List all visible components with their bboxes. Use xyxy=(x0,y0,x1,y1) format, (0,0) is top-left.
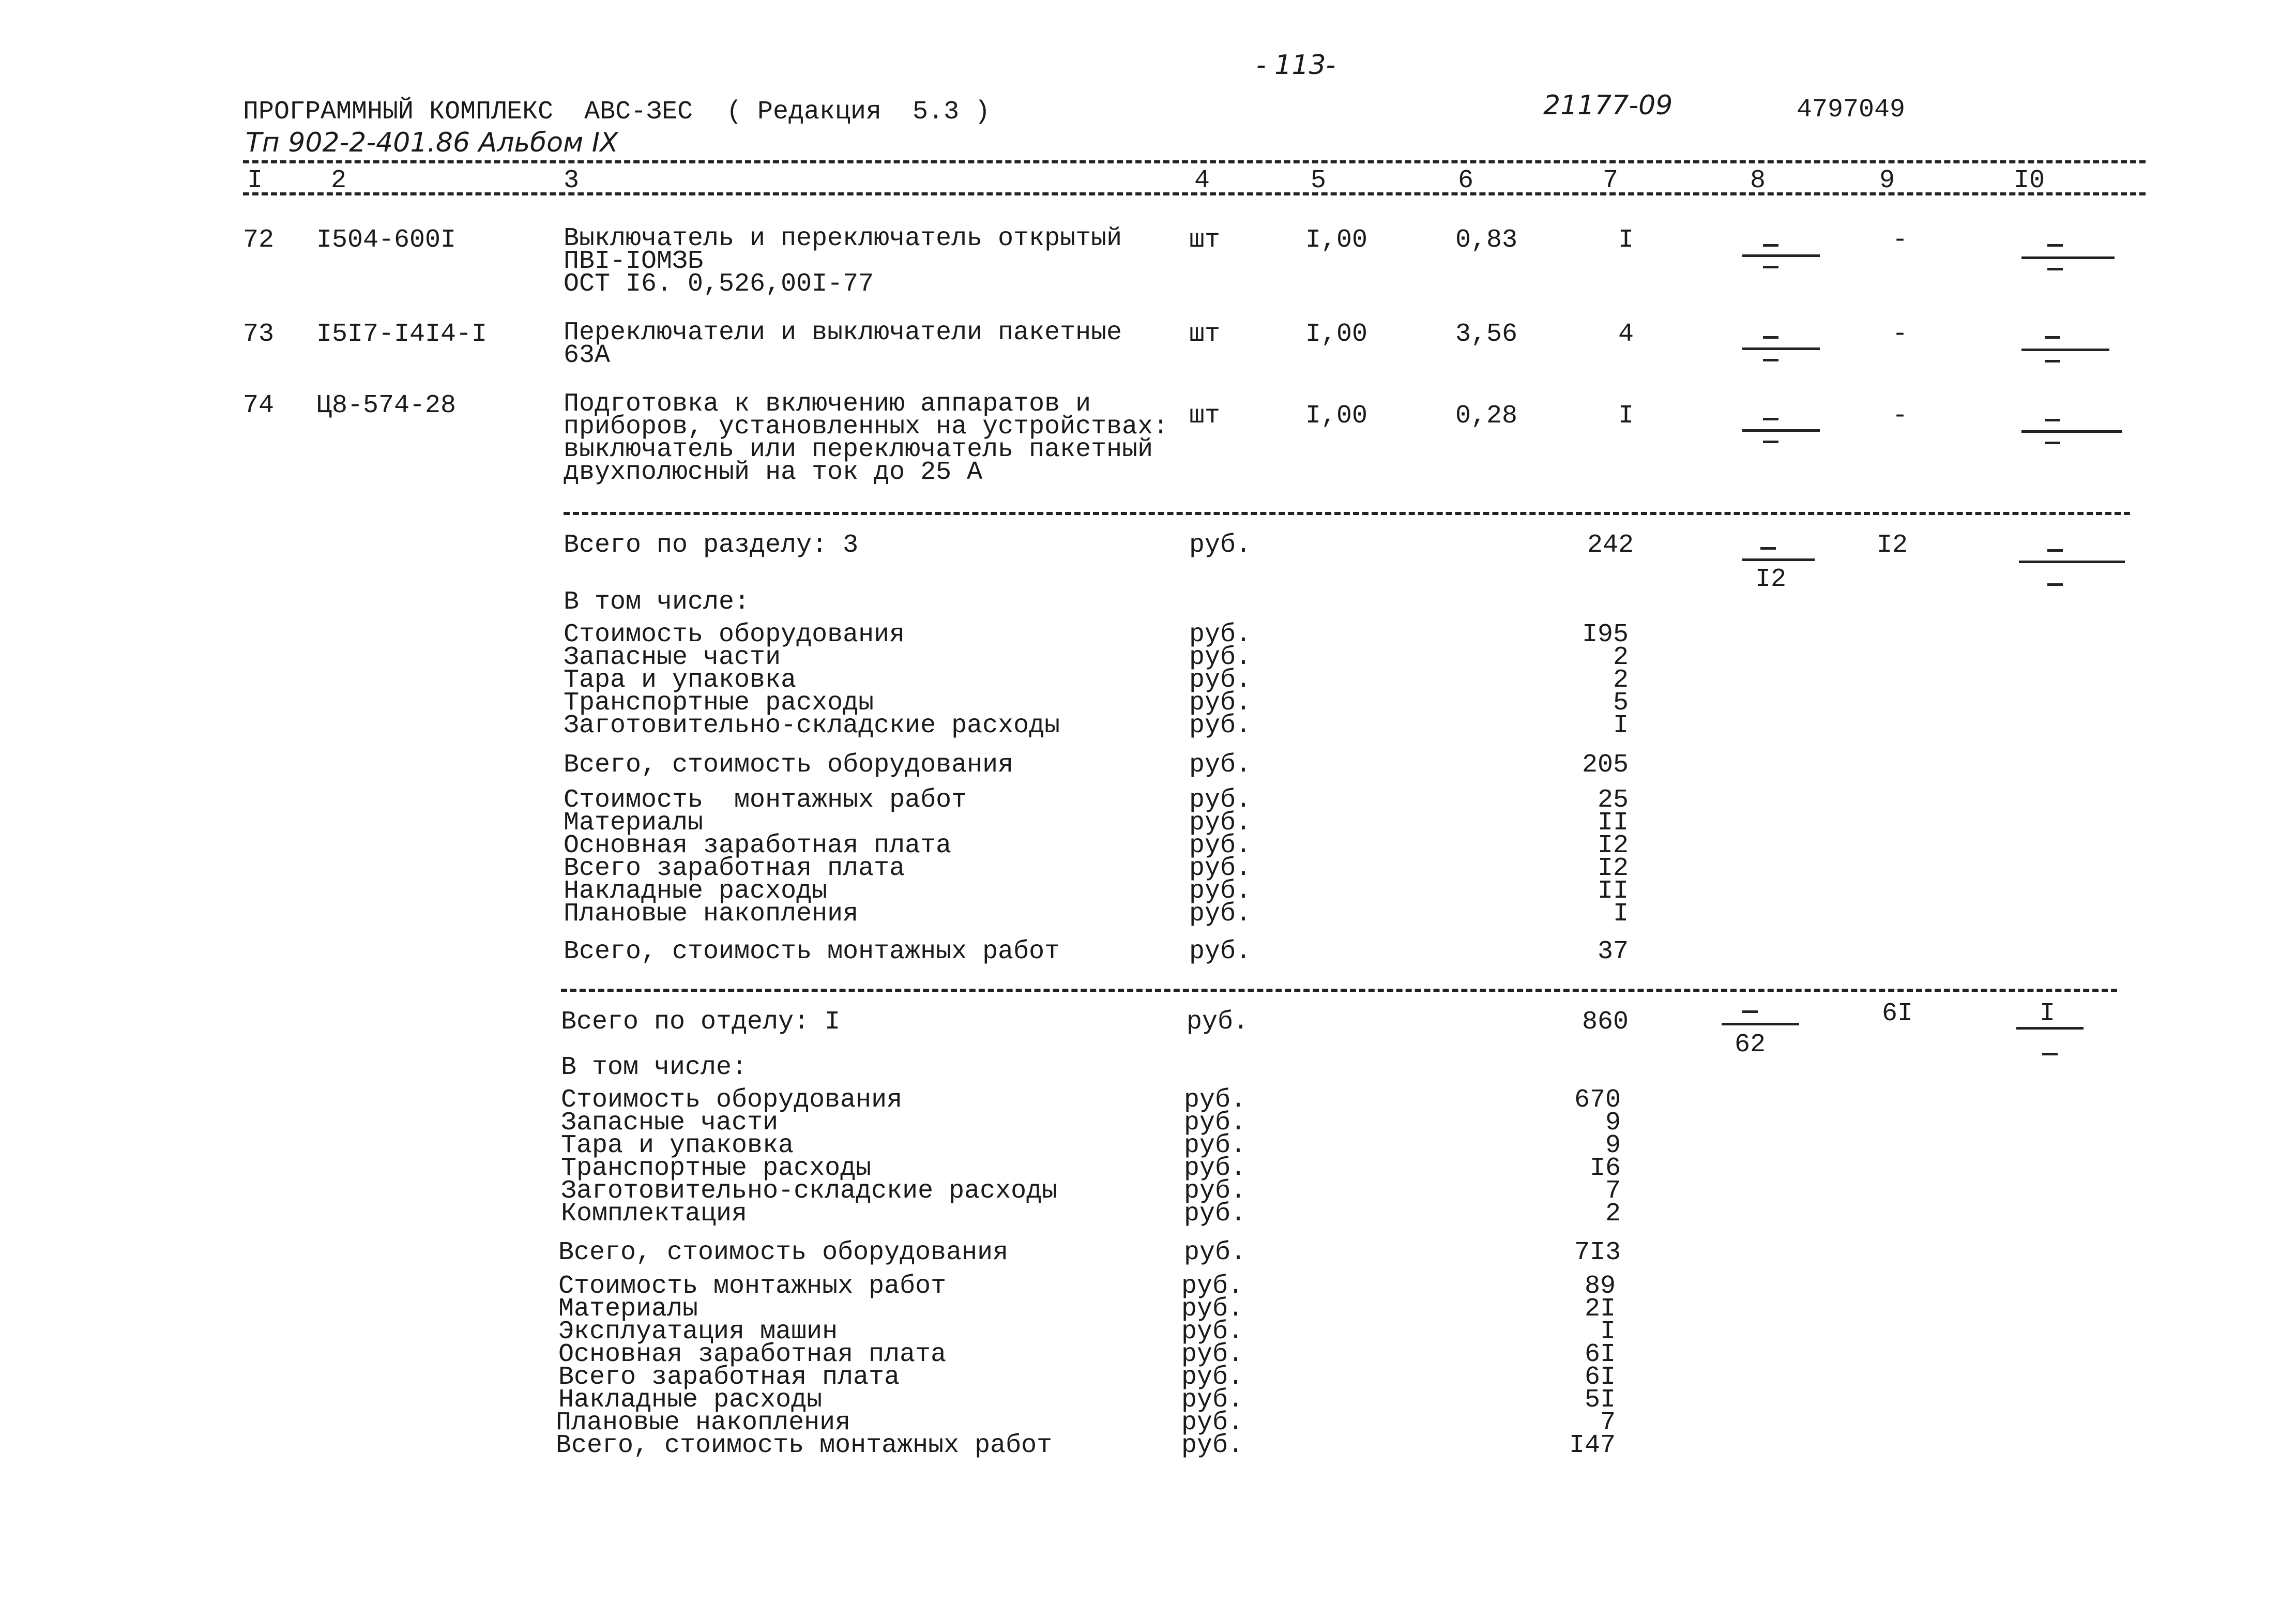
col10-dash-bottom xyxy=(2045,442,2060,444)
row-quantity: I,00 xyxy=(1305,320,1368,349)
list-item: Плановые накопления xyxy=(564,899,859,929)
list-item: Тара и упаковка xyxy=(564,666,797,695)
col8-fraction-bar xyxy=(1742,347,1820,350)
row-description: Выключатель и переключатель открытый ПВI-IОМЗБ ОСТ I6. 0,526,00I-77 xyxy=(564,224,1122,299)
section-works-total-label: Всего, стоимость монтажных работ xyxy=(564,937,1060,966)
col-header-2: 2 xyxy=(331,166,347,195)
program-name: ПРОГРАММНЫЙ КОМПЛЕКС АВС-ЗЕС xyxy=(243,97,693,127)
unit-cell: руб. xyxy=(1189,785,1252,815)
value-cell: I95 xyxy=(1582,620,1629,649)
unit-cell: руб. xyxy=(1189,620,1252,649)
unit-cell: руб. xyxy=(1189,643,1252,672)
row-unit: шт xyxy=(1189,320,1221,349)
row-price: 0,28 xyxy=(1455,401,1518,431)
col-header-4: 4 xyxy=(1194,166,1210,195)
unit-cell: руб. xyxy=(1184,1131,1246,1160)
value-cell: I xyxy=(1613,711,1629,740)
unit-cell: руб. xyxy=(1184,1108,1246,1138)
list-item: Транспортные расходы xyxy=(561,1154,872,1183)
unit-cell: руб. xyxy=(1181,1363,1244,1392)
list-item: Транспортные расходы xyxy=(564,688,874,718)
col8-dash-bottom xyxy=(1763,441,1778,443)
list-item: Плановые накопления xyxy=(556,1408,851,1438)
list-item: Эксплуатация машин xyxy=(558,1317,838,1347)
department-col8-bottom: 62 xyxy=(1735,1030,1766,1060)
col8-dash-bottom xyxy=(1763,359,1778,361)
col8-fraction-bar xyxy=(1742,254,1820,257)
section-total-unit: руб. xyxy=(1189,531,1252,560)
col10-fraction-bar xyxy=(2021,349,2109,351)
col8-dash-top xyxy=(1763,336,1778,339)
row-number: 72 xyxy=(243,225,275,255)
value-cell: II xyxy=(1597,808,1629,838)
value-cell: II xyxy=(1597,876,1629,906)
col10-dash-top xyxy=(2045,419,2060,421)
col10-fraction-bar xyxy=(2021,430,2122,433)
value-cell: 5I xyxy=(1584,1385,1616,1415)
section-col10-fraction-bar xyxy=(2019,561,2125,563)
list-item: Накладные расходы xyxy=(564,876,828,906)
list-item: Запасные части xyxy=(561,1108,779,1138)
row-col9: - xyxy=(1892,401,1908,431)
value-cell: 89 xyxy=(1584,1272,1616,1301)
department-dashline xyxy=(561,989,2117,992)
department-equipment-total-unit: руб. xyxy=(1184,1238,1246,1267)
value-cell: I2 xyxy=(1597,831,1629,860)
list-item: Материалы xyxy=(558,1294,698,1324)
col-header-3: 3 xyxy=(564,166,580,195)
list-item: Стоимость оборудования xyxy=(564,620,905,649)
value-cell: 7 xyxy=(1600,1408,1616,1438)
unit-cell: руб. xyxy=(1181,1408,1244,1438)
section-equipment-total-value: 205 xyxy=(1582,750,1629,780)
section-col8-fraction-bar xyxy=(1742,558,1815,561)
list-item: Основная заработная плата xyxy=(558,1340,947,1369)
unit-cell: руб. xyxy=(1189,688,1252,718)
value-cell: 9 xyxy=(1605,1108,1621,1138)
section-col10-dash-bottom xyxy=(2047,583,2063,586)
value-cell: 9 xyxy=(1605,1131,1621,1160)
value-cell: 25 xyxy=(1597,785,1629,815)
col-header-1: I xyxy=(247,166,263,195)
unit-cell: руб. xyxy=(1189,666,1252,695)
section-dashline xyxy=(564,512,2130,515)
col8-dash-bottom xyxy=(1763,266,1778,268)
unit-cell: руб. xyxy=(1181,1317,1244,1347)
row-description: Подготовка к включению аппаратов и приборов, установленных на устройствах: выключатель или переключатель пакетный двухполюсный на ток до 25 А xyxy=(564,389,1169,487)
unit-cell: руб. xyxy=(1181,1385,1244,1415)
col10-dash-top xyxy=(2047,244,2063,247)
value-cell: I6 xyxy=(1589,1154,1621,1183)
department-col9: 6I xyxy=(1882,999,1913,1029)
col10-dash-top xyxy=(2045,336,2060,339)
row-number: 73 xyxy=(243,320,275,349)
list-item: Материалы xyxy=(564,808,704,838)
row-price: 3,56 xyxy=(1455,320,1518,349)
unit-cell: руб. xyxy=(1181,1340,1244,1369)
unit-cell: руб. xyxy=(1189,899,1252,929)
list-item: Основная заработная плата xyxy=(564,831,952,860)
department-col8-fraction-bar xyxy=(1722,1023,1799,1025)
value-cell: 6I xyxy=(1584,1363,1616,1392)
list-item: Заготовительно-складские расходы xyxy=(561,1176,1058,1206)
page-number: - 113- xyxy=(1256,50,1336,81)
department-including-label: В том числе: xyxy=(561,1053,748,1082)
value-cell: I47 xyxy=(1569,1431,1616,1460)
section-total-value: 242 xyxy=(1587,531,1634,560)
list-item: Заготовительно-складские расходы xyxy=(564,711,1060,740)
row-total: 4 xyxy=(1618,320,1634,349)
unit-cell: руб. xyxy=(1181,1272,1244,1301)
unit-cell: руб. xyxy=(1181,1294,1244,1324)
row-unit: шт xyxy=(1189,401,1221,431)
section-including-label: В том числе: xyxy=(564,587,750,617)
list-item: Стоимость оборудования xyxy=(561,1085,903,1115)
col8-dash-top xyxy=(1763,418,1778,420)
section-col9: I2 xyxy=(1877,531,1908,560)
unit-cell: руб. xyxy=(1189,876,1252,906)
project-reference: Тп 902-2-401.86 Альбом IX xyxy=(246,127,618,158)
unit-cell: руб. xyxy=(1189,808,1252,838)
col10-fraction-bar xyxy=(2021,256,2115,259)
list-item: Всего заработная плата xyxy=(558,1363,900,1392)
department-col10-fraction-bar xyxy=(2016,1027,2084,1030)
unit-cell: руб. xyxy=(1184,1085,1246,1115)
department-equipment-total-label: Всего, стоимость оборудования xyxy=(558,1238,1009,1267)
program-edition: ( Редакция 5.3 ) xyxy=(726,97,991,127)
unit-cell: руб. xyxy=(1184,1176,1246,1206)
document-code: 21177-09 xyxy=(1543,90,1673,121)
department-total-value: 860 xyxy=(1582,1007,1629,1037)
document-id: 4797049 xyxy=(1797,95,1906,125)
row-code: I504-600I xyxy=(316,225,457,255)
section-col8-bottom: I2 xyxy=(1755,565,1787,594)
list-item: Стоимость монтажных работ xyxy=(564,785,967,815)
list-item: Запасные части xyxy=(564,643,781,672)
unit-cell: руб. xyxy=(1184,1154,1246,1183)
row-code: Ц8-574-28 xyxy=(316,391,457,420)
section-col10-dash-top xyxy=(2047,549,2063,552)
department-col8-dash-top xyxy=(1742,1010,1758,1013)
value-cell: 6I xyxy=(1584,1340,1616,1369)
department-equipment-total-value: 7I3 xyxy=(1574,1238,1621,1267)
row-unit: шт xyxy=(1189,225,1221,255)
list-item: Накладные расходы xyxy=(558,1385,823,1415)
value-cell: 2I xyxy=(1584,1294,1616,1324)
row-total: I xyxy=(1618,225,1634,255)
value-cell: 2 xyxy=(1613,643,1629,672)
col-header-6: 6 xyxy=(1458,166,1474,195)
section-works-total-value: 37 xyxy=(1597,937,1629,966)
value-cell: I2 xyxy=(1597,854,1629,883)
row-quantity: I,00 xyxy=(1305,225,1368,255)
section-works-total-unit: руб. xyxy=(1189,937,1252,966)
col-header-10: I0 xyxy=(2014,166,2045,195)
unit-cell: руб. xyxy=(1181,1431,1244,1460)
value-cell: I xyxy=(1600,1317,1616,1347)
list-item: Всего, стоимость монтажных работ xyxy=(556,1431,1053,1460)
department-total-unit: руб. xyxy=(1187,1007,1249,1037)
row-quantity: I,00 xyxy=(1305,401,1368,431)
value-cell: 7 xyxy=(1605,1176,1621,1206)
unit-cell: руб. xyxy=(1184,1199,1246,1229)
unit-cell: руб. xyxy=(1189,711,1252,740)
row-code: I5I7-I4I4-I xyxy=(316,320,488,349)
unit-cell: руб. xyxy=(1189,831,1252,860)
list-item: Комплектация xyxy=(561,1199,748,1229)
col10-dash-bottom xyxy=(2047,268,2063,270)
row-col9: - xyxy=(1892,320,1908,349)
department-col10-top: I xyxy=(2040,999,2056,1029)
section-equipment-total-unit: руб. xyxy=(1189,750,1252,780)
row-number: 74 xyxy=(243,391,275,420)
department-col10-dash-bottom xyxy=(2042,1053,2058,1055)
value-cell: 5 xyxy=(1613,688,1629,718)
header-bottom-dashline xyxy=(243,192,2146,195)
list-item: Тара и упаковка xyxy=(561,1131,794,1160)
value-cell: 2 xyxy=(1605,1199,1621,1229)
col10-dash-bottom xyxy=(2045,360,2060,362)
header-top-dashline xyxy=(243,160,2146,163)
list-item: Всего заработная плата xyxy=(564,854,905,883)
col-header-9: 9 xyxy=(1879,166,1895,195)
col8-dash-top xyxy=(1763,244,1778,247)
row-price: 0,83 xyxy=(1455,225,1518,255)
row-description: Переключатели и выключатели пакетные 63А xyxy=(564,318,1122,370)
section-col8-dash-top xyxy=(1760,547,1776,550)
col8-fraction-bar xyxy=(1742,429,1820,432)
section-total-label: Всего по разделу: 3 xyxy=(564,531,859,560)
value-cell: 670 xyxy=(1574,1085,1621,1115)
col-header-8: 8 xyxy=(1750,166,1766,195)
value-cell: 2 xyxy=(1613,666,1629,695)
col-header-7: 7 xyxy=(1603,166,1619,195)
department-total-label: Всего по отделу: I xyxy=(561,1007,841,1037)
section-equipment-total-label: Всего, стоимость оборудования xyxy=(564,750,1014,780)
list-item: Стоимость монтажных работ xyxy=(558,1272,947,1301)
value-cell: I xyxy=(1613,899,1629,929)
row-total: I xyxy=(1618,401,1634,431)
row-col9: - xyxy=(1892,225,1908,255)
unit-cell: руб. xyxy=(1189,854,1252,883)
col-header-5: 5 xyxy=(1311,166,1327,195)
